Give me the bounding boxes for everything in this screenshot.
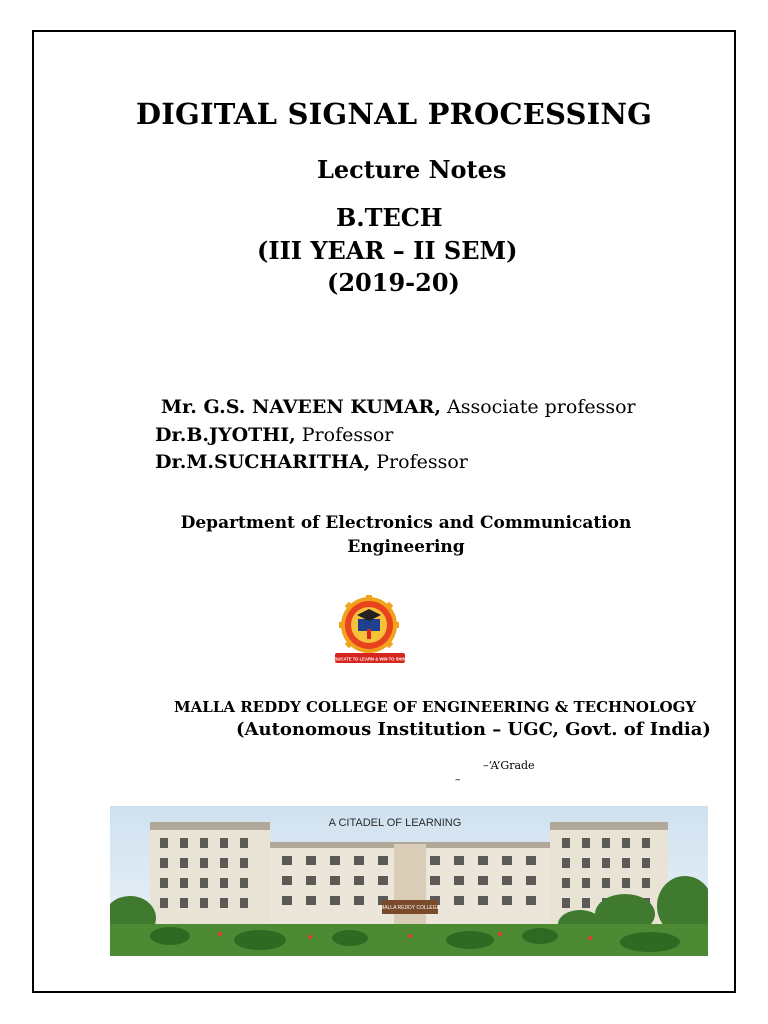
building-sign-text: MALLA REDDY COLLEGE <box>380 905 440 911</box>
document-title: DIGITAL SIGNAL PROCESSING <box>135 97 653 131</box>
campus-photo <box>110 806 708 956</box>
author-name: Dr.B.JYOTHI, <box>155 424 296 446</box>
academic-session-label: (2019-20) <box>327 268 460 297</box>
lawn <box>110 924 708 956</box>
department-text: Department of Electronics and Communication Engineering <box>180 513 632 557</box>
department-name <box>0 511 768 559</box>
grade-dash: – <box>455 773 461 786</box>
logo-motto: EDUCATE TO LEARN & WIN TO SHINE <box>331 656 409 662</box>
college-name: MALLA REDDY COLLEGE OF ENGINEERING & TECHNOLOGY <box>174 698 697 716</box>
year-semester-label: (III YEAR – II SEM) <box>257 236 518 265</box>
author-role: Professor <box>370 451 468 473</box>
author-name: Mr. G.S. NAVEEN KUMAR, <box>161 396 441 418</box>
college-logo <box>331 595 409 667</box>
author-role: Professor <box>295 424 394 446</box>
author-role: Associate professor <box>440 396 636 418</box>
program-label: B.TECH <box>336 203 443 232</box>
document-subtitle: Lecture Notes <box>317 155 507 184</box>
author-line <box>155 424 393 446</box>
author-line <box>155 451 468 473</box>
author-name: Dr.M.SUCHARITHA, <box>155 451 371 473</box>
gear-emblem-icon <box>339 595 399 655</box>
accreditation-grade: –‘A’Grade <box>483 759 535 772</box>
author-line <box>161 396 636 418</box>
banner-text: A CITADEL OF LEARNING <box>328 817 462 829</box>
institution-status: (Autonomous Institution – UGC, Govt. of India) <box>236 719 711 740</box>
